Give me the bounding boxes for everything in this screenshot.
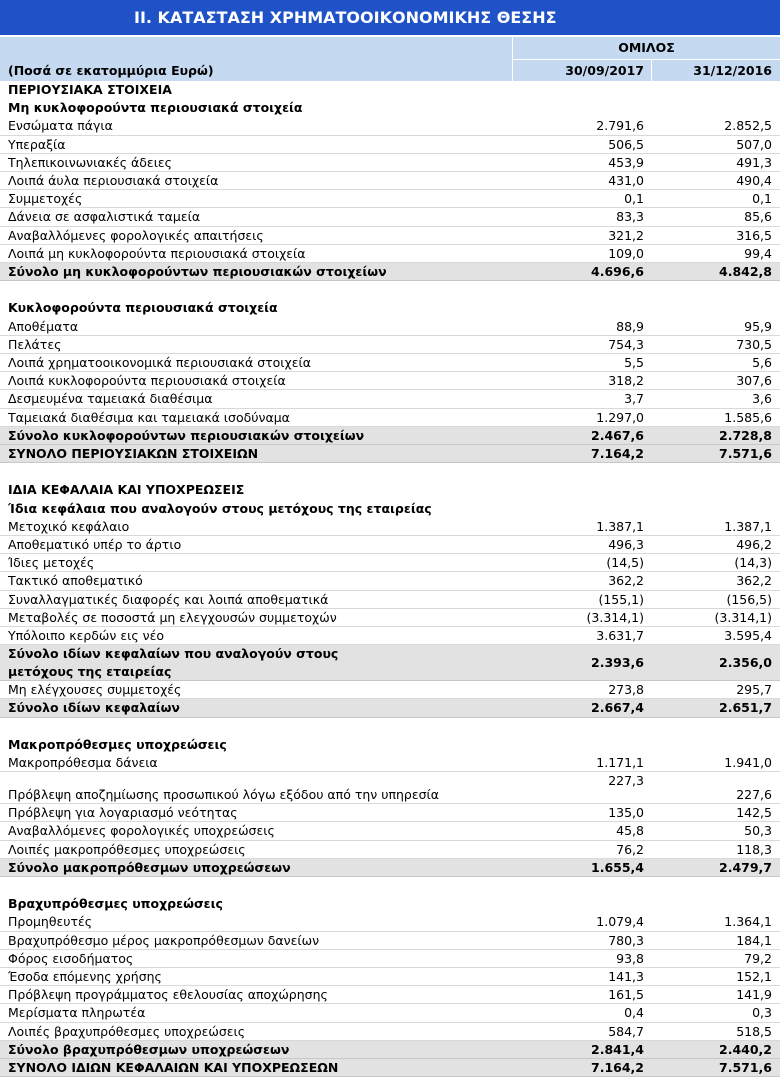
value-2017: (155,1) (598, 591, 644, 607)
table-row (0, 754, 780, 772)
value-2016: 2.651,7 (719, 700, 772, 716)
value-2017: 161,5 (608, 987, 644, 1003)
value-2017: 76,2 (616, 841, 644, 857)
value-2016: 7.571,6 (719, 1060, 772, 1075)
row-label: Μεταβολές σε ποσοστά μη ελεγχουσών συμμετοχών (8, 609, 337, 625)
value-2016: 50,3 (744, 823, 772, 839)
section-header (0, 481, 780, 499)
table-row (0, 681, 780, 699)
value-2017: 1.297,0 (596, 409, 644, 425)
row-label: Τακτικό αποθεματικό (8, 573, 143, 589)
spacer-row (0, 877, 780, 895)
value-2016: 2.479,7 (719, 859, 772, 875)
value-2016: 184,1 (736, 932, 772, 948)
table-row (0, 609, 780, 627)
value-2017: 362,2 (608, 573, 644, 589)
value-2017: (14,5) (606, 555, 644, 571)
total-row (0, 445, 780, 463)
total-row (0, 859, 780, 877)
row-label: Φόρος εισοδήματος (8, 950, 134, 966)
table-row (0, 409, 780, 427)
value-2017: 318,2 (608, 373, 644, 389)
value-2017: 1.171,1 (596, 755, 644, 770)
value-2016: 491,3 (736, 154, 772, 170)
value-2017: 321,2 (608, 227, 644, 243)
table-row (0, 372, 780, 390)
value-2017: 273,8 (608, 682, 644, 698)
value-2016: (156,5) (726, 591, 772, 607)
value-2017: 227,3 (608, 773, 644, 789)
value-2016: 730,5 (736, 336, 772, 352)
row-label: Μη ελέγχουσες συμμετοχές (8, 682, 182, 698)
value-2016: 2.852,5 (724, 118, 772, 134)
row-label: ΣΥΝΟΛΟ ΠΕΡΙΟΥΣΙΑΚΩΝ ΣΤΟΙΧΕΙΩΝ (8, 446, 259, 461)
value-2017: 584,7 (608, 1023, 644, 1039)
row-label: Πρόβλεψη αποζημίωσης προσωπικού λόγω εξόδου από την υπηρεσία (8, 787, 439, 803)
value-2017: 2.791,6 (596, 118, 644, 134)
value-2017: 5,5 (624, 355, 644, 370)
table-row (0, 190, 780, 208)
group-label: ΟΜΙΛΟΣ (618, 40, 675, 55)
row-label: Λοιπά χρηματοοικονομικά περιουσιακά στοιχεία (8, 355, 311, 370)
value-2017: 0,1 (624, 191, 644, 207)
row-label: Συναλλαγματικές διαφορές και λοιπά αποθεματικά (8, 591, 329, 607)
table-row (0, 336, 780, 354)
row-label: Δεσμευμένα ταμειακά διαθέσιμα (8, 391, 213, 407)
table-row (0, 390, 780, 408)
value-2016: 1.585,6 (724, 409, 772, 425)
table-row (0, 913, 780, 931)
table-row (0, 950, 780, 968)
table-row (0, 591, 780, 609)
row-label-continued: μετόχους της εταιρείας (8, 664, 172, 680)
value-2017: 3,7 (624, 391, 644, 407)
row-label: Σύνολο μακροπρόθεσμων υποχρεώσεων (8, 859, 291, 875)
row-label: Λοιπά άυλα περιουσιακά στοιχεία (8, 173, 219, 188)
value-2016: 95,9 (744, 318, 772, 334)
value-2017: 431,0 (608, 173, 644, 188)
value-2016: 142,5 (736, 805, 772, 821)
table-row (0, 841, 780, 859)
row-label: Αναβαλλόμενες φορολογικές απαιτήσεις (8, 227, 264, 243)
table-row (0, 318, 780, 336)
value-2017: 3.631,7 (596, 628, 644, 643)
table-header (0, 37, 780, 81)
value-2017: 2.467,6 (591, 427, 644, 443)
value-2017: 2.841,4 (591, 1041, 644, 1057)
row-label: Υπεραξία (8, 136, 66, 152)
row-label: Αποθέματα (8, 318, 79, 334)
row-label: Μερίσματα πληρωτέα (8, 1005, 146, 1021)
row-label: Σύνολο ιδίων κεφαλαίων που αναλογούν στους (8, 646, 339, 662)
section-header (0, 736, 780, 754)
value-2017: 88,9 (616, 318, 644, 334)
value-2017: 45,8 (616, 823, 644, 839)
spacer-row (0, 718, 780, 736)
value-2016: 2.728,8 (719, 427, 772, 443)
table-row (0, 154, 780, 172)
section-header-label: Βραχυπρόθεσμες υποχρεώσεις (8, 896, 223, 912)
total-row (0, 1059, 780, 1077)
value-2016: 307,6 (736, 373, 772, 389)
row-label: Ενσώματα πάγια (8, 118, 113, 134)
value-2017: 1.387,1 (596, 518, 644, 534)
row-label: Υπόλοιπο κερδών εις νέο (8, 628, 165, 643)
value-2017: 83,3 (616, 209, 644, 225)
value-2016: 1.364,1 (724, 914, 772, 930)
value-2016: 0,3 (752, 1005, 772, 1021)
spacer-row (0, 463, 780, 481)
table-row (0, 986, 780, 1004)
row-label: Έσοδα επόμενης χρήσης (8, 969, 162, 984)
value-2016: 4.842,8 (719, 264, 772, 279)
table-row (0, 968, 780, 986)
units-label: (Ποσά σε εκατομμύρια Ευρώ) (8, 63, 214, 78)
section-header-label: Μη κυκλοφορούντα περιουσιακά στοιχεία (8, 100, 303, 116)
row-label: Μακροπρόθεσμα δάνεια (8, 755, 158, 770)
section-header (0, 895, 780, 913)
value-2017: 93,8 (616, 950, 644, 966)
report-title: ΙΙ. ΚΑΤΑΣΤΑΣΗ ΧΡΗΜΑΤΟΟΙΚΟΝΟΜΙΚΗΣ ΘΕΣΗΣ (0, 0, 780, 35)
value-2016: 490,4 (736, 173, 772, 188)
table-row (0, 1004, 780, 1022)
value-2017: (3.314,1) (586, 609, 644, 625)
row-label: Ταμειακά διαθέσιμα και ταμειακά ισοδύναμα (8, 409, 290, 425)
total-row (0, 699, 780, 717)
row-label: Πρόβλεψη για λογαριασμό νεότητας (8, 805, 238, 821)
section-header-label: Ίδια κεφάλαια που αναλογούν στους μετόχους της εταιρείας (8, 500, 432, 516)
section-header-label: ΠΕΡΙΟΥΣΙΑΚΑ ΣΤΟΙΧΕΙΑ (8, 82, 172, 97)
value-2016: 507,0 (736, 136, 772, 152)
value-2017: 506,5 (608, 136, 644, 152)
row-label: Μετοχικό κεφάλαιο (8, 518, 130, 534)
row-label: ΣΥΝΟΛΟ ΙΔΙΩΝ ΚΕΦΑΛΑΙΩΝ ΚΑΙ ΥΠΟΧΡΕΩΣΕΩΝ (8, 1060, 339, 1075)
row-label: Λοιπές μακροπρόθεσμες υποχρεώσεις (8, 841, 246, 857)
value-2016: 496,2 (736, 537, 772, 552)
value-2017: 780,3 (608, 932, 644, 948)
row-label: Βραχυπρόθεσμο μέρος μακροπρόθεσμων δανείων (8, 932, 320, 948)
value-2016: 1.941,0 (724, 755, 772, 770)
table-row (0, 804, 780, 822)
row-label: Πρόβλεψη προγράμματος εθελουσίας αποχώρησης (8, 987, 328, 1003)
table-row (0, 354, 780, 372)
spacer-row (0, 281, 780, 299)
table-row (0, 1023, 780, 1041)
value-2016: (14,3) (734, 555, 772, 571)
section-header (0, 99, 780, 117)
value-2016: 227,6 (736, 787, 772, 803)
value-2016: 7.571,6 (719, 446, 772, 461)
section-header-label: Κυκλοφορούντα περιουσιακά στοιχεία (8, 300, 278, 316)
value-2017: 1.079,4 (596, 914, 644, 930)
value-2017: 453,9 (608, 154, 644, 170)
row-label: Συμμετοχές (8, 191, 83, 207)
value-2016: 3.595,4 (724, 628, 772, 643)
row-label: Σύνολο βραχυπρόθεσμων υποχρεώσεων (8, 1041, 290, 1057)
value-2017: 496,3 (608, 537, 644, 552)
total-row (0, 1041, 780, 1059)
value-2016: 295,7 (736, 682, 772, 698)
value-2016: 152,1 (736, 969, 772, 984)
section-header (0, 81, 780, 99)
value-2016: 141,9 (736, 987, 772, 1003)
value-2017: 141,3 (608, 969, 644, 984)
row-label: Λοιπά κυκλοφορούντα περιουσιακά στοιχεία (8, 373, 286, 389)
value-2017: 0,4 (624, 1005, 644, 1021)
table-row (0, 572, 780, 590)
row-label: Τηλεπικοινωνιακές άδειες (8, 154, 173, 170)
value-2017: 2.667,4 (591, 700, 644, 716)
table-row (0, 245, 780, 263)
row-label: Λοιπές βραχυπρόθεσμες υποχρεώσεις (8, 1023, 246, 1039)
section-header (0, 500, 780, 518)
row-label: Σύνολο μη κυκλοφορούντων περιουσιακών στοιχείων (8, 264, 387, 279)
table-row (0, 554, 780, 572)
value-2016: 79,2 (744, 950, 772, 966)
value-2016: 118,3 (736, 841, 772, 857)
total-row (0, 263, 780, 281)
row-label: Αναβαλλόμενες φορολογικές υποχρεώσεις (8, 823, 275, 839)
section-header-label: Μακροπρόθεσμες υποχρεώσεις (8, 736, 227, 752)
value-2016: 362,2 (736, 573, 772, 589)
column-date-1: 30/09/2017 (565, 63, 644, 78)
value-2017: 135,0 (608, 805, 644, 821)
row-label: Προμηθευτές (8, 914, 93, 930)
section-header-label: ΙΔΙΑ ΚΕΦΑΛΑΙΑ ΚΑΙ ΥΠΟΧΡΕΩΣΕΙΣ (8, 482, 245, 498)
row-label: Σύνολο ιδίων κεφαλαίων (8, 700, 180, 716)
value-2016: 99,4 (744, 245, 772, 261)
table-row (0, 172, 780, 190)
value-2017: 7.164,2 (591, 1060, 644, 1075)
row-label: Λοιπά μη κυκλοφορούντα περιουσιακά στοιχεία (8, 245, 306, 261)
value-2017: 2.393,6 (591, 655, 644, 671)
table-row (0, 627, 780, 645)
value-2016: 2.356,0 (719, 655, 772, 671)
value-2016: 1.387,1 (724, 518, 772, 534)
table-row (0, 536, 780, 554)
column-date-2: 31/12/2016 (693, 63, 772, 78)
value-2016: 316,5 (736, 227, 772, 243)
total-row (0, 427, 780, 445)
row-label: Σύνολο κυκλοφορούντων περιουσιακών στοιχείων (8, 427, 365, 443)
table-row (0, 932, 780, 950)
value-2016: 2.440,2 (719, 1041, 772, 1057)
table-row (0, 772, 780, 804)
value-2016: 3,6 (752, 391, 772, 407)
value-2016: 85,6 (744, 209, 772, 225)
row-label: Πελάτες (8, 336, 62, 352)
value-2017: 109,0 (608, 245, 644, 261)
row-label: Ίδιες μετοχές (8, 555, 95, 571)
table-row (0, 822, 780, 840)
table-row (0, 518, 780, 536)
table-row (0, 136, 780, 154)
row-label: Δάνεια σε ασφαλιστικά ταμεία (8, 209, 201, 225)
table-row (0, 208, 780, 226)
table-row (0, 117, 780, 135)
row-label: Αποθεματικό υπέρ το άρτιο (8, 537, 182, 552)
value-2016: 518,5 (736, 1023, 772, 1039)
value-2017: 754,3 (608, 336, 644, 352)
value-2016: (3.314,1) (714, 609, 772, 625)
table-row (0, 227, 780, 245)
section-header (0, 299, 780, 317)
value-2017: 7.164,2 (591, 446, 644, 461)
value-2017: 4.696,6 (591, 264, 644, 279)
value-2016: 0,1 (752, 191, 772, 207)
value-2016: 5,6 (752, 355, 772, 370)
value-2017: 1.655,4 (591, 859, 644, 875)
total-row (0, 645, 780, 681)
